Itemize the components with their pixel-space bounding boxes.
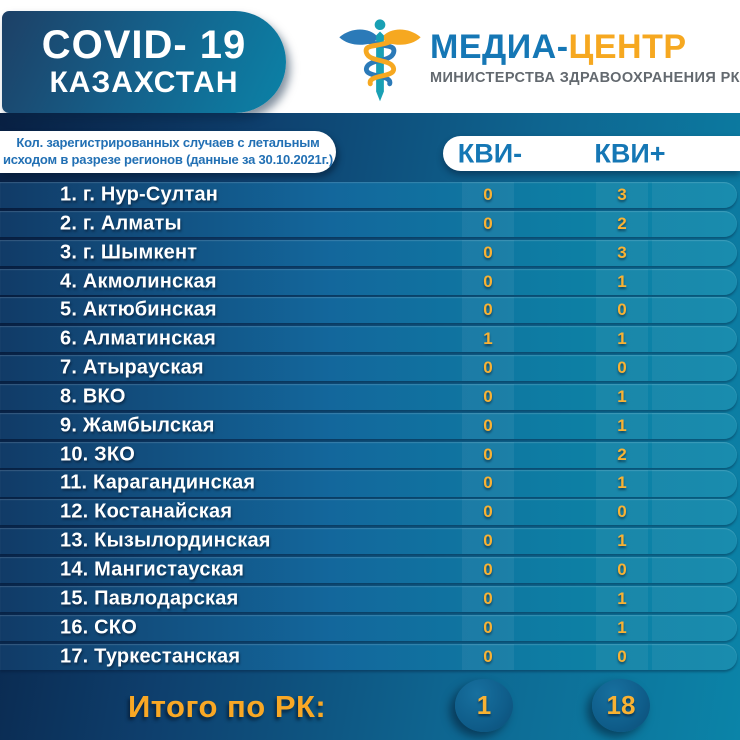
kvi-minus-value: 0	[483, 358, 493, 378]
table-row	[0, 644, 737, 670]
kvi-plus-value: 0	[617, 560, 627, 580]
row-stripe	[652, 499, 737, 525]
row-stripe	[652, 297, 737, 323]
kvi-plus-value: 1	[617, 473, 627, 493]
kvi-minus-value: 0	[483, 617, 493, 637]
region-label: 4. Акмолинская	[60, 270, 217, 293]
kvi-plus-value: 1	[617, 415, 627, 435]
row-stripe	[652, 615, 737, 641]
kvi-plus-value: 3	[617, 242, 627, 262]
column-header-pill	[443, 136, 740, 171]
kvi-plus-value: 0	[617, 502, 627, 522]
table-row	[0, 442, 737, 468]
region-label: 1. г. Нур-Султан	[60, 183, 219, 206]
row-stripe	[652, 326, 737, 352]
kvi-plus-value: 0	[617, 358, 627, 378]
region-label: 15. Павлодарская	[60, 587, 239, 610]
row-stripe	[652, 384, 737, 410]
region-label: 11. Карагандинская	[60, 471, 256, 494]
subtitle-line1: Кол. зарегистрированных случаев с летальным	[16, 135, 320, 151]
table-row	[0, 297, 737, 323]
table-row	[0, 355, 737, 381]
logo-title-blue: МЕДИА-	[430, 28, 569, 66]
table-row	[0, 326, 737, 352]
row-stripe	[652, 470, 737, 496]
row-stripe	[652, 528, 737, 554]
kvi-minus-value: 0	[483, 415, 493, 435]
subtitle-line2: исходом в разрезе регионов (данные за 30.10.2021г.)	[2, 152, 334, 167]
table-row	[0, 211, 737, 237]
kvi-minus-value: 0	[483, 473, 493, 493]
subtitle-pill	[0, 131, 336, 173]
kvi-plus-value: 0	[617, 300, 627, 320]
kvi-minus-value: 0	[483, 300, 493, 320]
table-row	[0, 470, 737, 496]
region-label: 3. г. Шымкент	[60, 241, 198, 264]
media-center-logo	[430, 28, 740, 86]
kvi-plus-value: 1	[617, 588, 627, 608]
kvi-minus-value: 0	[483, 271, 493, 291]
region-label: 16. СКО	[60, 616, 137, 639]
row-stripe	[652, 211, 737, 237]
region-label: 14. Мангистауская	[60, 558, 245, 581]
kvi-minus-value: 0	[483, 560, 493, 580]
region-label: 13. Кызылординская	[60, 529, 271, 552]
total-kvi-minus-circle	[455, 679, 513, 732]
total-kvi-minus-value: 1	[476, 690, 492, 720]
table-row	[0, 413, 737, 439]
kvi-minus-value: 0	[483, 502, 493, 522]
region-label: 12. Костанайская	[60, 500, 233, 523]
kvi-plus-value: 1	[617, 617, 627, 637]
region-label: 17. Туркестанская	[60, 645, 241, 668]
region-label: 7. Атырауская	[60, 356, 204, 379]
row-stripe	[652, 586, 737, 612]
kvi-minus-value: 0	[483, 646, 493, 666]
table-row	[0, 240, 737, 266]
kvi-plus-value: 1	[617, 531, 627, 551]
column-header-kvi-minus: КВИ-	[457, 138, 523, 168]
region-label: 6. Алматинская	[60, 327, 216, 350]
row-stripe	[652, 644, 737, 670]
kvi-plus-value: 1	[617, 271, 627, 291]
kvi-minus-value: 0	[483, 444, 493, 464]
row-stripe	[652, 269, 737, 295]
region-label: 10. ЗКО	[60, 443, 136, 466]
kvi-plus-value: 2	[617, 213, 627, 233]
row-stripe	[652, 442, 737, 468]
kvi-minus-value: 0	[483, 588, 493, 608]
kvi-plus-value: 0	[617, 646, 627, 666]
table-rows	[0, 182, 740, 672]
table-row	[0, 182, 737, 208]
logo-title-orange: ЦЕНТР	[568, 28, 687, 66]
table-row	[0, 384, 737, 410]
kvi-plus-value: 1	[617, 329, 627, 349]
row-stripe	[652, 557, 737, 583]
region-label: 2. г. Алматы	[60, 212, 182, 235]
row-stripe	[652, 355, 737, 381]
kvi-minus-value: 0	[483, 531, 493, 551]
region-label: 8. ВКО	[60, 385, 126, 408]
covid19-kazakhstan-badge	[2, 11, 286, 113]
total-kvi-plus-value: 18	[606, 690, 636, 720]
table-row	[0, 499, 737, 525]
table-row	[0, 557, 737, 583]
kvi-minus-value: 0	[483, 242, 493, 262]
region-label: 9. Жамбылская	[60, 414, 215, 437]
row-stripe	[652, 240, 737, 266]
table-row	[0, 269, 737, 295]
column-header-kvi-plus: КВИ+	[594, 138, 666, 168]
logo-subtitle: МИНИСТЕРСТВА ЗДРАВООХРАНЕНИЯ РК	[430, 70, 740, 86]
table-row	[0, 586, 737, 612]
totals-label: Итого по РК:	[128, 689, 327, 724]
badge-line1: COVID- 19	[41, 22, 247, 67]
kvi-minus-value: 0	[483, 386, 493, 406]
kvi-plus-value: 3	[617, 185, 627, 205]
kvi-minus-value: 0	[483, 213, 493, 233]
kvi-minus-value: 0	[483, 185, 493, 205]
kvi-minus-value: 1	[483, 329, 493, 349]
logo-title	[430, 30, 730, 64]
table-row	[0, 528, 737, 554]
total-kvi-plus-circle	[592, 679, 650, 732]
caduceus-icon	[336, 16, 424, 108]
badge-line2: КАЗАХСТАН	[49, 65, 239, 99]
kvi-plus-value: 1	[617, 386, 627, 406]
region-label: 5. Актюбинская	[60, 298, 217, 321]
row-stripe	[652, 413, 737, 439]
table-row	[0, 615, 737, 641]
kvi-plus-value: 2	[617, 444, 627, 464]
row-stripe	[652, 182, 737, 208]
